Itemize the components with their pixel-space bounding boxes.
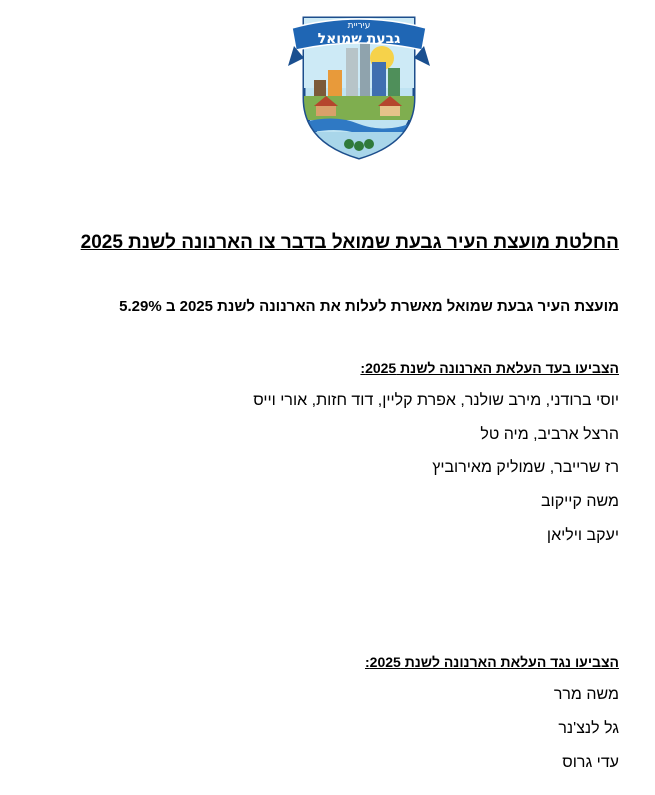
document-title: החלטת מועצת העיר גבעת שמואל בדבר צו הארנונה לשנת 2025 [80,232,619,253]
votes-for-heading: הצביעו בעד העלאת הארנונה לשנת 2025: [360,360,619,376]
votes-for-line: משה קייקוב [540,493,619,510]
svg-text:גבעת שמואל: גבעת שמואל [317,31,401,47]
votes-for-line: יעקב ויליאן [546,527,619,544]
votes-against-line: עדי גרוס [562,754,619,771]
votes-against-heading: הצביעו נגד העלאת הארנונה לשנת 2025: [365,654,619,670]
decision-summary: מועצת העיר גבעת שמואל מאשרת לעלות את הארנונה לשנת 2025 ב 5.29% [119,298,619,315]
votes-for-line: רז שרייבר, שמוליק מאירוביץ [432,459,619,476]
city-emblem-logo [286,6,432,160]
votes-for-line: הרצל ארביב, מיה טל [480,426,619,443]
votes-against-line: גל לנצ'נר [558,720,619,737]
svg-text:עיריית: עיריית [347,21,371,31]
votes-against-line: משה מרר [553,686,619,703]
votes-for-line: יוסי ברודני, מירב שולנר, אפרת קליין, דוד חזות, אורי וייס [253,392,619,409]
